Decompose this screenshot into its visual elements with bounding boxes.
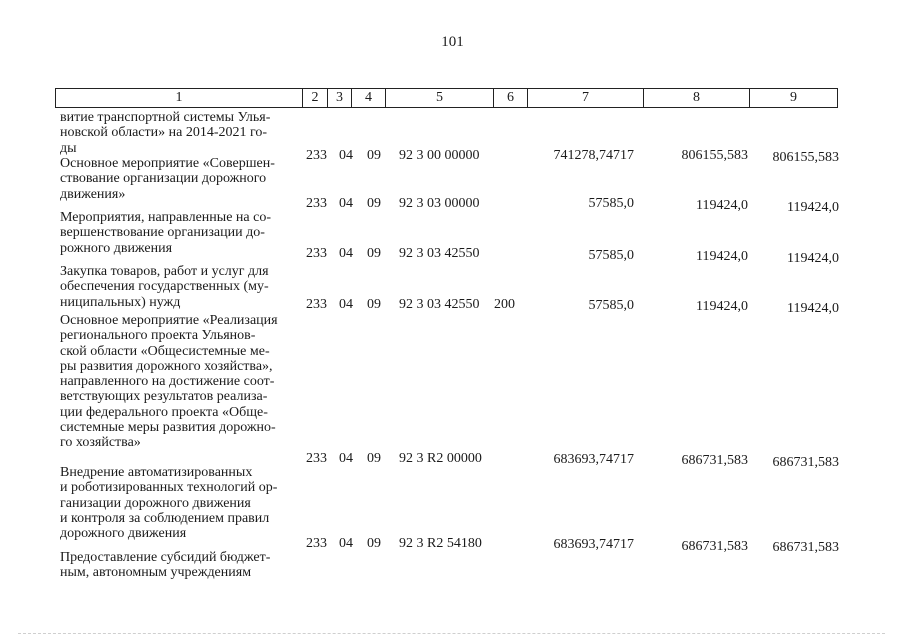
cell-col-4: 09 [367,196,381,211]
cell-col-7: 741278,74717 [553,148,634,163]
cell-col-5: 92 3 R2 54180 [399,536,482,551]
cell-col-9: 119424,0 [787,251,839,266]
cell-col-4: 09 [367,246,381,261]
cell-col-4: 09 [367,536,381,551]
cell-col-2: 233 [306,451,327,466]
cell-col-2: 233 [306,246,327,261]
cell-col-8: 686731,583 [681,453,748,468]
row-description: Основное мероприятие «Совершен- ствование организации дорожного движения» [60,156,275,202]
cell-col-9: 686731,583 [772,455,839,470]
cell-col-5: 92 3 03 00000 [399,196,480,211]
header-col-4: 4 [352,89,386,107]
header-col-1: 1 [56,89,303,107]
header-col-5: 5 [386,89,494,107]
cell-col-3: 04 [339,297,353,312]
cell-col-8: 119424,0 [696,198,748,213]
cell-col-7: 57585,0 [588,248,634,263]
row-description: Закупка товаров, работ и услуг для обеспечения государственных (му- ниципальных) нужд [60,264,269,310]
cell-col-7: 683693,74717 [553,537,634,552]
cell-col-3: 04 [339,148,353,163]
cell-col-8: 119424,0 [696,299,748,314]
cell-col-7: 683693,74717 [553,452,634,467]
cell-col-2: 233 [306,536,327,551]
cell-col-4: 09 [367,451,381,466]
cell-col-3: 04 [339,536,353,551]
cell-col-5: 92 3 03 42550 [399,246,480,261]
row-description: Внедрение автоматизированных и роботизированных технологий ор- ганизации дорожного движения и контроля за соблюдением правил дорожного движения [60,465,278,542]
cell-col-8: 806155,583 [681,148,748,163]
row-description: Предоставление субсидий бюджет- ным, автономным учреждениям [60,550,271,581]
cell-col-9: 806155,583 [772,150,839,165]
header-col-9: 9 [790,90,797,105]
cell-col-2: 233 [306,148,327,163]
cell-col-8: 119424,0 [696,249,748,264]
cell-col-2: 233 [306,297,327,312]
row-description: Основное мероприятие «Реализация регионального проекта Ульянов- ской области «Общесистемные ме- ры развития дорожного хозяйства», направленного на достижение соот- ветствующих результатов реализа- ции федерального проекта «Обще- системные меры развития дорожно- го хозяйства» [60,313,278,451]
cell-col-5: 92 3 R2 00000 [399,451,482,466]
cell-col-2: 233 [306,196,327,211]
cell-col-7: 57585,0 [588,196,634,211]
header-col-2: 2 [303,89,328,107]
table-header [55,88,838,108]
header-col-8: 8 [644,89,750,107]
row-description: Мероприятия, направленные на со- вершенствование организации до- рожного движения [60,210,271,256]
cell-col-4: 09 [367,297,381,312]
header-col-7: 7 [528,89,644,107]
cell-col-5: 92 3 03 42550 [399,297,480,312]
cell-col-6: 200 [494,297,515,312]
cell-col-5: 92 3 00 00000 [399,148,480,163]
cell-col-9: 119424,0 [787,301,839,316]
cell-col-3: 04 [339,196,353,211]
cell-col-4: 09 [367,148,381,163]
cell-col-9: 686731,583 [772,540,839,555]
page-bottom-edge [18,633,885,634]
row-description: витие транспортной системы Улья- новской области» на 2014-2021 го- ды [60,110,271,156]
header-col-6: 6 [494,89,528,107]
cell-col-9: 119424,0 [787,200,839,215]
cell-col-8: 686731,583 [681,539,748,554]
page-number: 101 [441,34,464,50]
cell-col-3: 04 [339,451,353,466]
cell-col-3: 04 [339,246,353,261]
cell-col-7: 57585,0 [588,298,634,313]
header-col-3: 3 [328,89,352,107]
